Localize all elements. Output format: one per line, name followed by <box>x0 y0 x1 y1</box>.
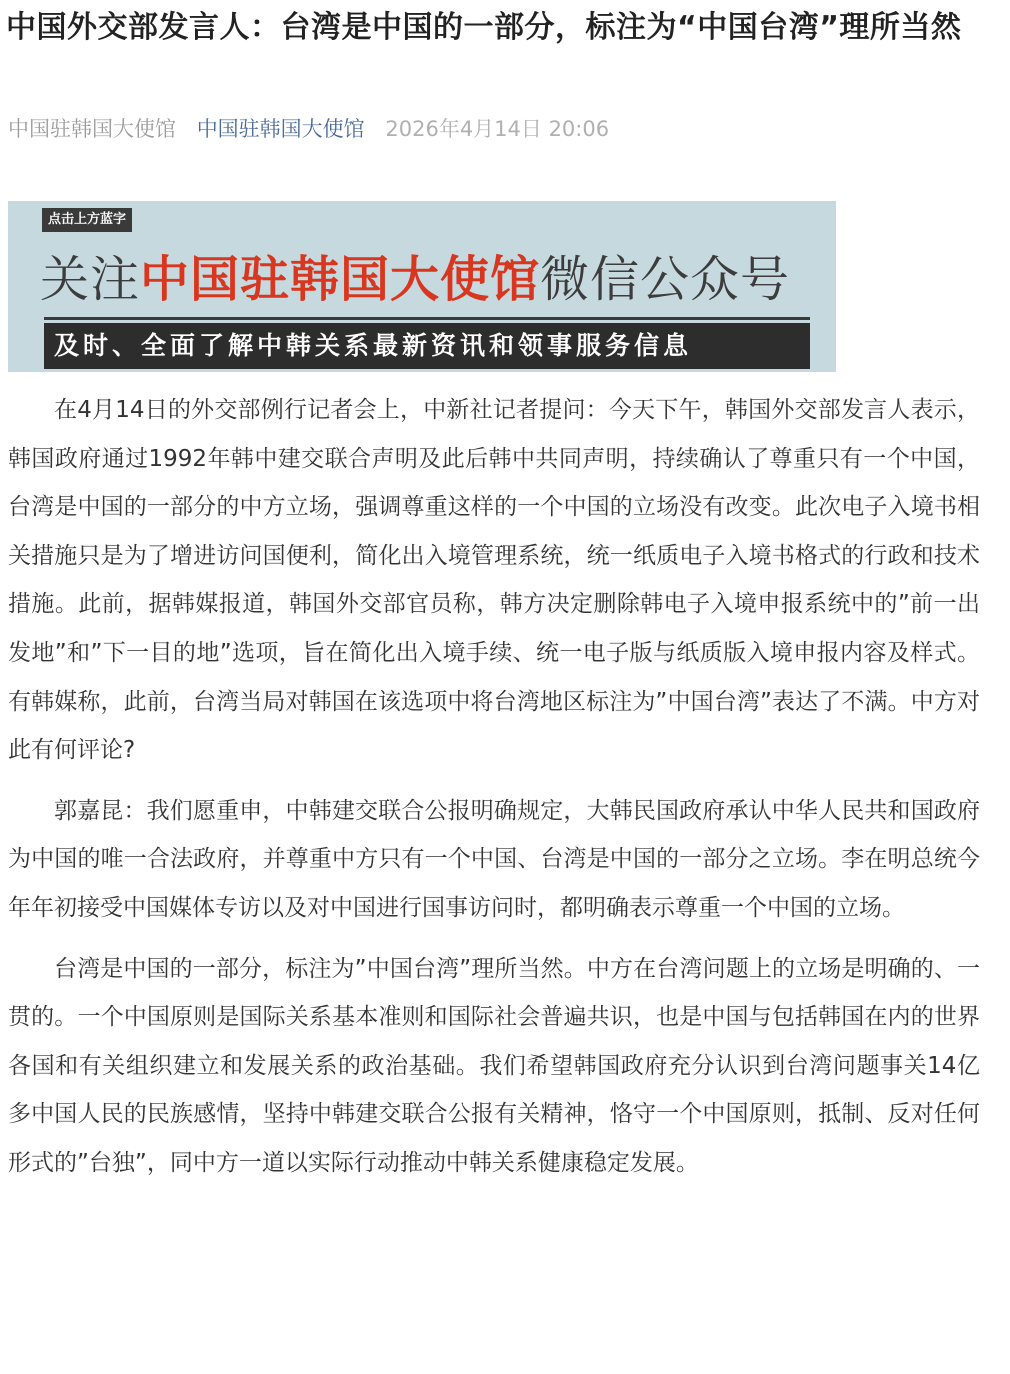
banner-headline <box>40 249 790 311</box>
follow-banner-image[interactable] <box>8 201 836 372</box>
banner-divider <box>44 317 810 320</box>
banner-headline-highlight: 中国驻韩国大使馆 <box>140 251 541 308</box>
body-paragraph: 郭嘉昆：我们愿重申，中韩建交联合公报明确规定，大韩民国政府承认中华人民共和国政府为中国的唯一合法政府，并尊重中方只有一个中国、台湾是中国的一部分之立场。李在明总统今年年初接受中国媒体专访以及对中国进行国事访问时，都明确表示尊重一个中国的立场。 <box>8 797 980 921</box>
banner-headline-prefix: 关注 <box>40 251 141 308</box>
article-meta <box>8 114 623 144</box>
body-paragraph: 台湾是中国的一部分，标注为”中国台湾”理所当然。中方在台湾问题上的立场是明确的、一贯的。一个中国原则是国际关系基本准则和国际社会普遍共识，也是中国与包括韩国在内的世界各国和有关组织建立和发展关系的政治基础。我们希望韩国政府充分认识到台湾问题事关14亿多中国人民的民族感情，坚持中韩建交联合公报有关精神，恪守一个中国原则，抵制、反对任何形式的”台独”，同中方一道以实际行动推动中韩关系健康稳定发展。 <box>8 955 980 1176</box>
article-body <box>8 386 980 1200</box>
article-title: 中国外交部发言人：台湾是中国的一部分，标注为“中国台湾”理所当然 <box>6 10 962 45</box>
body-paragraph: 在4月14日的外交部例行记者会上，中新社记者提问：今天下午，韩国外交部发言人表示，韩国政府通过1992年韩中建交联合声明及此后韩中共同声明，持续确认了尊重只有一个中国，台湾是中国的一部分的中方立场，强调尊重这样的一个中国的立场没有改变。此次电子入境书相关措施只是为了增进访问国便利，简化出入境管理系统，统一纸质电子入境书格式的行政和技术措施。此前，据韩媒报道，韩国外交部官员称，韩方决定删除韩电子入境申报系统中的”前一出发地”和”下一目的地”选项，旨在简化出入境手续、统一电子版与纸质版入境申报内容及样式。有韩媒称，此前，台湾当局对韩国在该选项中将台湾地区标注为”中国台湾”表达了不满。中方对此有何评论? <box>8 397 980 764</box>
banner-tag: 点击上方蓝字 <box>42 208 132 232</box>
meta-publish-time: 2026年4月14日 20:06 <box>385 117 610 141</box>
banner-subline: 及时、全面了解中韩关系最新资讯和领事服务信息 <box>44 323 810 369</box>
meta-account-link[interactable]: 中国驻韩国大使馆 <box>196 117 365 141</box>
banner-headline-suffix: 微信公众号 <box>540 251 791 308</box>
meta-source: 中国驻韩国大使馆 <box>8 117 176 141</box>
